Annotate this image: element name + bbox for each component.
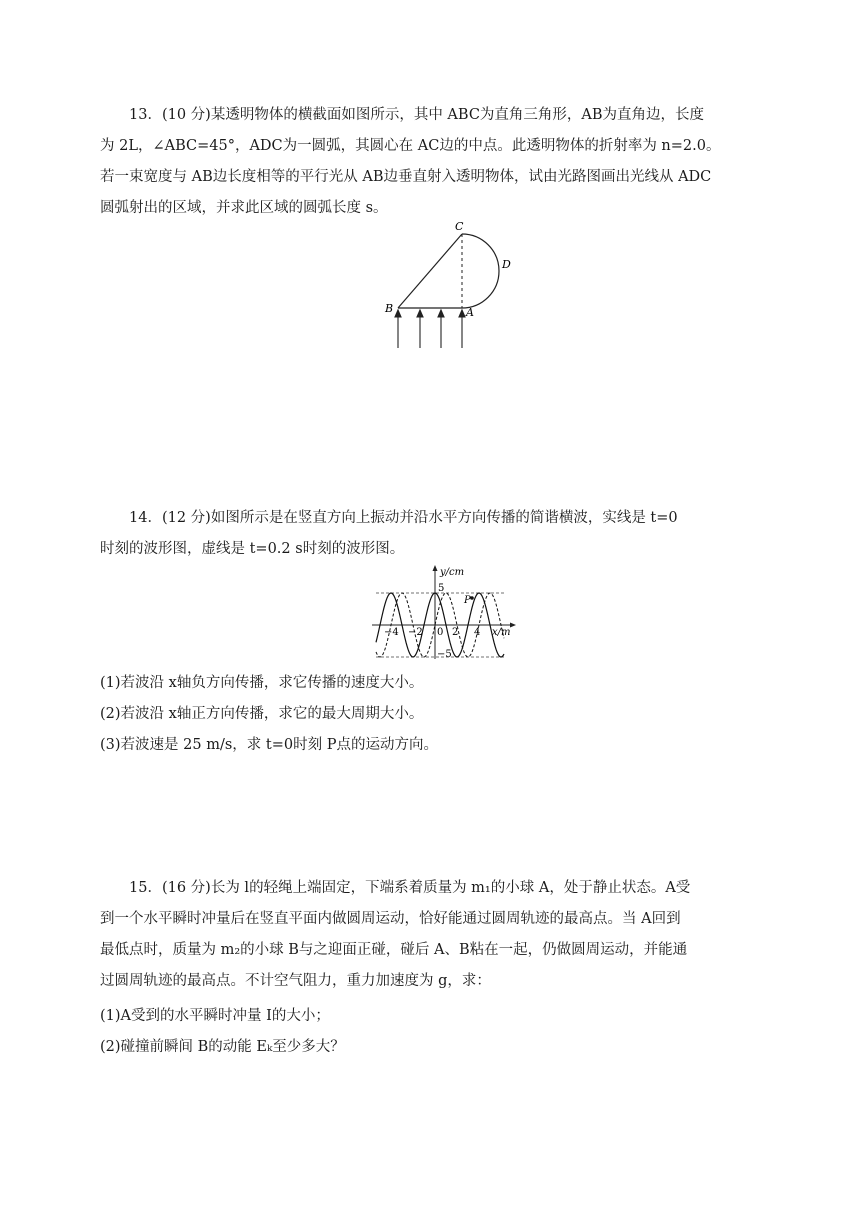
- label-a: A: [466, 306, 474, 319]
- q13-line-3: 若一束宽度与 AB边长度相等的平行光从 AB边垂直射入透明物体，试由光路图画出光线从 ADC: [100, 169, 712, 185]
- q15-line-3: 最低点时，质量为 m₂的小球 B与之迎面正碰，碰后 A、B粘在一起，仍做圆周运动，并能通: [100, 942, 688, 958]
- q14-line-2: 时刻的波形图，虚线是 t=0.2 s时刻的波形图。: [100, 541, 405, 557]
- y-axis-label: y/cm: [440, 567, 465, 578]
- label-d: D: [502, 258, 511, 271]
- q13-line-1: 13．(10 分)某透明物体的横截面如图所示，其中 ABC为直角三角形，AB为直角边，长度: [129, 107, 705, 123]
- tick-4: 4: [474, 627, 481, 638]
- y-bottom-label: −5: [437, 649, 452, 660]
- tick-minus-2: −2: [408, 627, 423, 638]
- q14-line-1: 14．(12 分)如图所示是在竖直方向上振动并沿水平方向传播的简谐横波，实线是 t=0: [129, 510, 678, 526]
- question-14: [100, 503, 760, 565]
- q15-line-1: 15．(16 分)长为 l的轻绳上端固定，下端系着质量为 m₁的小球 A，处于静止状态。A受: [129, 880, 691, 896]
- q13-figure: [378, 218, 518, 353]
- y-top-label: 5: [438, 583, 445, 594]
- q14-parts: [100, 668, 760, 761]
- label-c: C: [455, 220, 464, 233]
- x-axis-label: x/m: [492, 627, 511, 638]
- origin-label: 0: [437, 627, 444, 638]
- q13-line-2: 为 2L，∠ABC=45°，ADC为一圆弧，其圆心在 AC边的中点。此透明物体的折射率为 n=2.0。: [100, 138, 721, 154]
- q14-part-2: (2)若波沿 x轴正方向传播，求它的最大周期大小。: [100, 706, 424, 722]
- q15-part-2: (2)碰撞前瞬间 B的动能 Eₖ至少多大？: [100, 1039, 345, 1055]
- question-15: [100, 873, 760, 997]
- tick-2: 2: [452, 627, 459, 638]
- point-p-label: P: [464, 595, 471, 606]
- q15-line-2: 到一个水平瞬时冲量后在竖直平面内做圆周运动，恰好能通过圆周轨迹的最高点。当 A回到: [100, 911, 681, 927]
- q15-line-4: 过圆周轨迹的最高点。不计空气阻力，重力加速度为 g，求：: [100, 973, 491, 989]
- q14-part-3: (3)若波速是 25 m/s，求 t=0时刻 P点的运动方向。: [100, 737, 438, 753]
- q14-part-1: (1)若波沿 x轴负方向传播，求它传播的速度大小。: [100, 675, 424, 691]
- q15-parts: [100, 1001, 760, 1063]
- label-b: B: [385, 302, 394, 315]
- q15-part-1: (1)A受到的水平瞬时冲量 I的大小；: [100, 1008, 330, 1024]
- tick-minus-4: −4: [384, 627, 399, 638]
- q13-line-4: 圆弧射出的区域，并求此区域的圆弧长度 s。: [100, 200, 388, 216]
- q14-wave-figure: [368, 563, 520, 663]
- question-13: [100, 100, 760, 224]
